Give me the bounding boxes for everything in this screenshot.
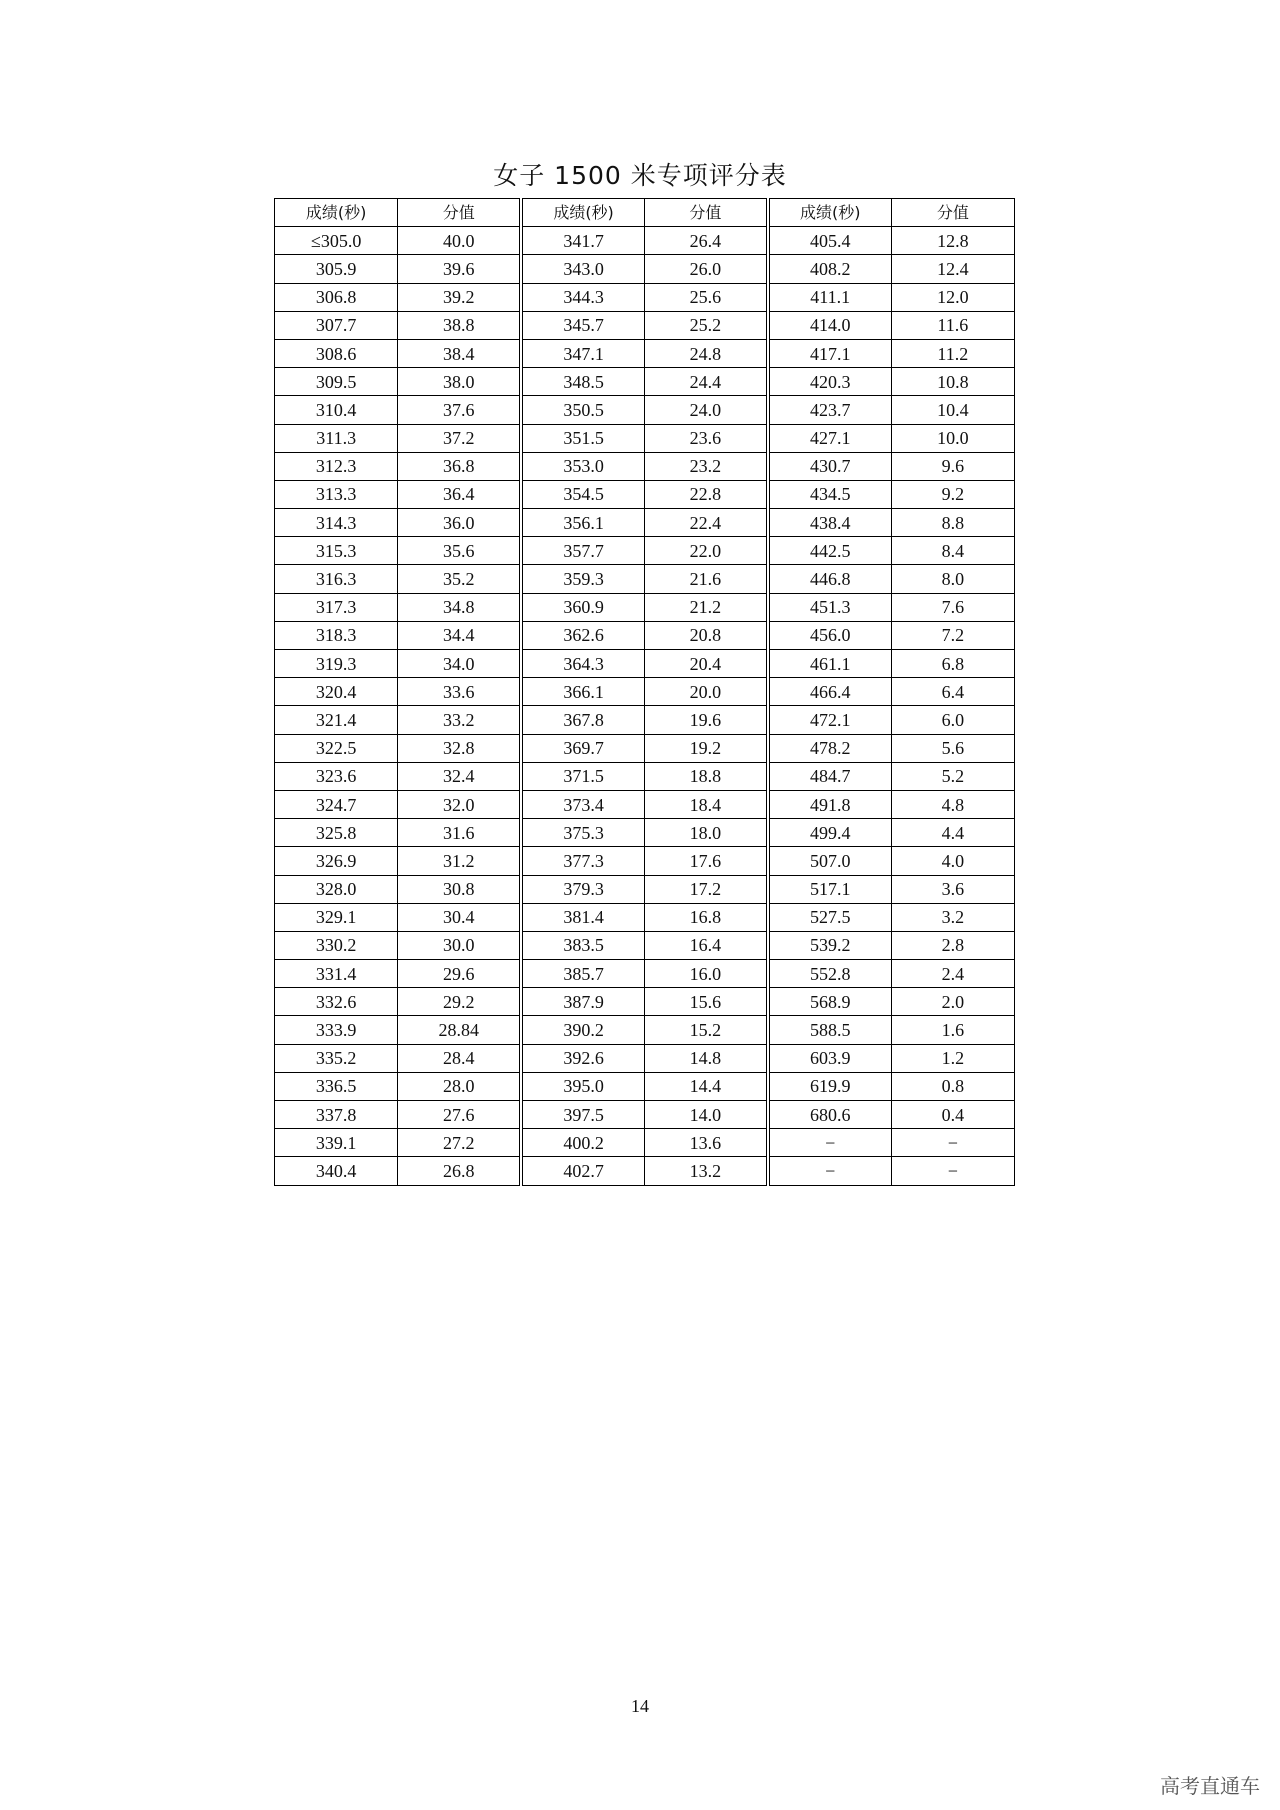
time-cell: 442.5 <box>768 537 891 565</box>
time-cell: 430.7 <box>768 452 891 480</box>
time-cell: 329.1 <box>275 903 398 931</box>
time-cell: − <box>768 1157 891 1185</box>
table-row <box>275 931 1015 959</box>
score-cell: 6.0 <box>891 706 1014 734</box>
time-cell: 568.9 <box>768 988 891 1016</box>
table-row <box>275 1129 1015 1157</box>
score-cell: 18.4 <box>644 790 767 818</box>
score-cell: 25.6 <box>644 283 767 311</box>
score-cell: 34.8 <box>398 593 521 621</box>
time-cell: 359.3 <box>521 565 644 593</box>
score-cell: 5.6 <box>891 734 1014 762</box>
time-cell: 350.5 <box>521 396 644 424</box>
time-cell: 326.9 <box>275 847 398 875</box>
time-cell: 420.3 <box>768 368 891 396</box>
time-cell: 320.4 <box>275 678 398 706</box>
time-cell: 345.7 <box>521 311 644 339</box>
score-cell: 38.8 <box>398 311 521 339</box>
score-cell: 39.2 <box>398 283 521 311</box>
score-cell: 22.0 <box>644 537 767 565</box>
score-cell: 11.6 <box>891 311 1014 339</box>
time-cell: 539.2 <box>768 931 891 959</box>
score-cell: 9.6 <box>891 452 1014 480</box>
score-cell: 16.8 <box>644 903 767 931</box>
score-cell: 10.0 <box>891 424 1014 452</box>
score-cell: 25.2 <box>644 311 767 339</box>
score-cell: 27.2 <box>398 1129 521 1157</box>
score-cell: 35.2 <box>398 565 521 593</box>
time-cell: 309.5 <box>275 368 398 396</box>
time-cell: 341.7 <box>521 227 644 255</box>
score-cell: 17.2 <box>644 875 767 903</box>
table-row <box>275 227 1015 255</box>
time-cell: 340.4 <box>275 1157 398 1185</box>
table-row <box>275 1101 1015 1129</box>
table-row <box>275 480 1015 508</box>
score-cell: 7.2 <box>891 621 1014 649</box>
time-cell: 375.3 <box>521 819 644 847</box>
table-row <box>275 678 1015 706</box>
time-cell: 390.2 <box>521 1016 644 1044</box>
score-cell: 37.6 <box>398 396 521 424</box>
score-cell: 0.8 <box>891 1072 1014 1100</box>
time-cell: 446.8 <box>768 565 891 593</box>
time-cell: 427.1 <box>768 424 891 452</box>
time-cell: 499.4 <box>768 819 891 847</box>
score-cell: 20.8 <box>644 621 767 649</box>
time-cell: 379.3 <box>521 875 644 903</box>
time-cell: 371.5 <box>521 762 644 790</box>
score-cell: 12.0 <box>891 283 1014 311</box>
time-cell: 351.5 <box>521 424 644 452</box>
table-row <box>275 819 1015 847</box>
score-cell: 19.6 <box>644 706 767 734</box>
table-row <box>275 762 1015 790</box>
time-cell: 335.2 <box>275 1044 398 1072</box>
score-cell: 26.4 <box>644 227 767 255</box>
score-cell: 35.6 <box>398 537 521 565</box>
score-cell: 32.4 <box>398 762 521 790</box>
score-cell: 7.6 <box>891 593 1014 621</box>
score-cell: 13.6 <box>644 1129 767 1157</box>
time-cell: 397.5 <box>521 1101 644 1129</box>
table-row <box>275 396 1015 424</box>
score-cell: 10.8 <box>891 368 1014 396</box>
time-cell: 466.4 <box>768 678 891 706</box>
table-row <box>275 452 1015 480</box>
score-cell: 3.2 <box>891 903 1014 931</box>
score-cell: 24.8 <box>644 339 767 367</box>
score-cell: 4.0 <box>891 847 1014 875</box>
time-cell: 517.1 <box>768 875 891 903</box>
score-cell: 26.8 <box>398 1157 521 1185</box>
time-cell: 330.2 <box>275 931 398 959</box>
score-cell: 6.4 <box>891 678 1014 706</box>
time-cell: 328.0 <box>275 875 398 903</box>
score-cell: 19.2 <box>644 734 767 762</box>
table-row <box>275 903 1015 931</box>
time-cell: 323.6 <box>275 762 398 790</box>
time-cell: 310.4 <box>275 396 398 424</box>
score-cell: 3.6 <box>891 875 1014 903</box>
table-row <box>275 621 1015 649</box>
score-cell: 23.2 <box>644 452 767 480</box>
table-row <box>275 255 1015 283</box>
time-cell: 395.0 <box>521 1072 644 1100</box>
score-cell: 32.0 <box>398 790 521 818</box>
score-cell: 30.4 <box>398 903 521 931</box>
score-cell: 6.8 <box>891 650 1014 678</box>
time-cell: 484.7 <box>768 762 891 790</box>
watermark-logo-text: 高考直通车 <box>1160 1774 1260 1798</box>
time-cell: 356.1 <box>521 509 644 537</box>
table-row <box>275 988 1015 1016</box>
time-cell: 317.3 <box>275 593 398 621</box>
score-cell: 22.4 <box>644 509 767 537</box>
time-cell: 315.3 <box>275 537 398 565</box>
score-cell: 5.2 <box>891 762 1014 790</box>
score-cell: 40.0 <box>398 227 521 255</box>
table-row <box>275 1157 1015 1185</box>
score-cell: 2.8 <box>891 931 1014 959</box>
page-number: 14 <box>631 1696 649 1716</box>
score-cell: 37.2 <box>398 424 521 452</box>
table-row <box>275 424 1015 452</box>
time-cell: 339.1 <box>275 1129 398 1157</box>
time-cell: 383.5 <box>521 931 644 959</box>
table-row <box>275 706 1015 734</box>
time-cell: 332.6 <box>275 988 398 1016</box>
time-cell: 411.1 <box>768 283 891 311</box>
time-cell: − <box>768 1129 891 1157</box>
score-cell: 17.6 <box>644 847 767 875</box>
score-cell: 28.4 <box>398 1044 521 1072</box>
time-cell: 306.8 <box>275 283 398 311</box>
time-cell: 353.0 <box>521 452 644 480</box>
score-cell: 11.2 <box>891 339 1014 367</box>
score-cell: 34.0 <box>398 650 521 678</box>
score-cell: 15.6 <box>644 988 767 1016</box>
table-row <box>275 790 1015 818</box>
time-cell: 331.4 <box>275 960 398 988</box>
score-cell: 36.4 <box>398 480 521 508</box>
table-row <box>275 283 1015 311</box>
time-cell: 367.8 <box>521 706 644 734</box>
score-cell: 26.0 <box>644 255 767 283</box>
time-cell: 347.1 <box>521 339 644 367</box>
table-row <box>275 368 1015 396</box>
table-row <box>275 339 1015 367</box>
time-cell: 588.5 <box>768 1016 891 1044</box>
score-cell: 8.4 <box>891 537 1014 565</box>
table-header-row <box>275 199 1015 227</box>
score-cell: 29.6 <box>398 960 521 988</box>
time-cell: 369.7 <box>521 734 644 762</box>
time-cell: 308.6 <box>275 339 398 367</box>
time-cell: 438.4 <box>768 509 891 537</box>
time-cell: 402.7 <box>521 1157 644 1185</box>
score-cell: 29.2 <box>398 988 521 1016</box>
score-cell: 0.4 <box>891 1101 1014 1129</box>
score-cell: 31.6 <box>398 819 521 847</box>
time-cell: 527.5 <box>768 903 891 931</box>
score-cell: 21.6 <box>644 565 767 593</box>
time-cell: 362.6 <box>521 621 644 649</box>
column-header-time: 成绩(秒) <box>275 199 398 227</box>
table-row <box>275 1044 1015 1072</box>
score-cell: 14.8 <box>644 1044 767 1072</box>
time-cell: 364.3 <box>521 650 644 678</box>
column-header-score: 分值 <box>398 199 521 227</box>
score-cell: 2.4 <box>891 960 1014 988</box>
score-cell: 20.4 <box>644 650 767 678</box>
time-cell: 387.9 <box>521 988 644 1016</box>
score-cell: 2.0 <box>891 988 1014 1016</box>
time-cell: 478.2 <box>768 734 891 762</box>
time-cell: 400.2 <box>521 1129 644 1157</box>
table-row <box>275 593 1015 621</box>
table-row <box>275 1016 1015 1044</box>
score-cell: 14.4 <box>644 1072 767 1100</box>
time-cell: 414.0 <box>768 311 891 339</box>
score-cell: 8.0 <box>891 565 1014 593</box>
score-cell: 36.0 <box>398 509 521 537</box>
time-cell: 377.3 <box>521 847 644 875</box>
column-header-score: 分值 <box>891 199 1014 227</box>
score-cell: 13.2 <box>644 1157 767 1185</box>
time-cell: ≤305.0 <box>275 227 398 255</box>
score-cell: 33.2 <box>398 706 521 734</box>
score-cell: 12.4 <box>891 255 1014 283</box>
score-cell: − <box>891 1157 1014 1185</box>
score-cell: 32.8 <box>398 734 521 762</box>
time-cell: 491.8 <box>768 790 891 818</box>
time-cell: 319.3 <box>275 650 398 678</box>
score-cell: 27.6 <box>398 1101 521 1129</box>
score-cell: 1.2 <box>891 1044 1014 1072</box>
time-cell: 325.8 <box>275 819 398 847</box>
score-cell: 16.4 <box>644 931 767 959</box>
score-cell: 24.0 <box>644 396 767 424</box>
score-cell: 22.8 <box>644 480 767 508</box>
score-cell: 14.0 <box>644 1101 767 1129</box>
time-cell: 360.9 <box>521 593 644 621</box>
table-row <box>275 509 1015 537</box>
time-cell: 408.2 <box>768 255 891 283</box>
table-row <box>275 875 1015 903</box>
time-cell: 392.6 <box>521 1044 644 1072</box>
score-cell: 15.2 <box>644 1016 767 1044</box>
time-cell: 405.4 <box>768 227 891 255</box>
time-cell: 336.5 <box>275 1072 398 1100</box>
score-table-body <box>275 227 1015 1185</box>
score-cell: 24.4 <box>644 368 767 396</box>
time-cell: 318.3 <box>275 621 398 649</box>
time-cell: 552.8 <box>768 960 891 988</box>
table-title: 女子 1500 米专项评分表 <box>493 161 787 190</box>
score-cell: 28.0 <box>398 1072 521 1100</box>
score-cell: 1.6 <box>891 1016 1014 1044</box>
time-cell: 357.7 <box>521 537 644 565</box>
time-cell: 366.1 <box>521 678 644 706</box>
time-cell: 456.0 <box>768 621 891 649</box>
time-cell: 333.9 <box>275 1016 398 1044</box>
score-cell: 30.8 <box>398 875 521 903</box>
table-row <box>275 537 1015 565</box>
time-cell: 322.5 <box>275 734 398 762</box>
time-cell: 312.3 <box>275 452 398 480</box>
time-cell: 434.5 <box>768 480 891 508</box>
table-row <box>275 847 1015 875</box>
time-cell: 373.4 <box>521 790 644 818</box>
score-cell: 20.0 <box>644 678 767 706</box>
score-cell: − <box>891 1129 1014 1157</box>
score-cell: 12.8 <box>891 227 1014 255</box>
score-cell: 38.0 <box>398 368 521 396</box>
score-cell: 23.6 <box>644 424 767 452</box>
time-cell: 314.3 <box>275 509 398 537</box>
table-row <box>275 650 1015 678</box>
time-cell: 354.5 <box>521 480 644 508</box>
score-cell: 31.2 <box>398 847 521 875</box>
table-row <box>275 1072 1015 1100</box>
column-header-score: 分值 <box>644 199 767 227</box>
score-cell: 18.8 <box>644 762 767 790</box>
time-cell: 305.9 <box>275 255 398 283</box>
score-table <box>274 198 1015 1186</box>
table-row <box>275 565 1015 593</box>
time-cell: 307.7 <box>275 311 398 339</box>
score-cell: 34.4 <box>398 621 521 649</box>
time-cell: 507.0 <box>768 847 891 875</box>
time-cell: 313.3 <box>275 480 398 508</box>
time-cell: 423.7 <box>768 396 891 424</box>
time-cell: 324.7 <box>275 790 398 818</box>
time-cell: 381.4 <box>521 903 644 931</box>
time-cell: 337.8 <box>275 1101 398 1129</box>
time-cell: 619.9 <box>768 1072 891 1100</box>
table-row <box>275 734 1015 762</box>
time-cell: 603.9 <box>768 1044 891 1072</box>
time-cell: 461.1 <box>768 650 891 678</box>
score-cell: 18.0 <box>644 819 767 847</box>
time-cell: 417.1 <box>768 339 891 367</box>
score-cell: 4.8 <box>891 790 1014 818</box>
table-row <box>275 311 1015 339</box>
time-cell: 321.4 <box>275 706 398 734</box>
time-cell: 472.1 <box>768 706 891 734</box>
time-cell: 316.3 <box>275 565 398 593</box>
table-row <box>275 960 1015 988</box>
score-cell: 21.2 <box>644 593 767 621</box>
time-cell: 344.3 <box>521 283 644 311</box>
time-cell: 311.3 <box>275 424 398 452</box>
score-cell: 38.4 <box>398 339 521 367</box>
score-cell: 36.8 <box>398 452 521 480</box>
score-cell: 30.0 <box>398 931 521 959</box>
score-cell: 9.2 <box>891 480 1014 508</box>
time-cell: 451.3 <box>768 593 891 621</box>
score-cell: 8.8 <box>891 509 1014 537</box>
score-cell: 4.4 <box>891 819 1014 847</box>
time-cell: 680.6 <box>768 1101 891 1129</box>
time-cell: 343.0 <box>521 255 644 283</box>
time-cell: 385.7 <box>521 960 644 988</box>
column-header-time: 成绩(秒) <box>521 199 644 227</box>
score-cell: 10.4 <box>891 396 1014 424</box>
column-header-time: 成绩(秒) <box>768 199 891 227</box>
score-cell: 16.0 <box>644 960 767 988</box>
time-cell: 348.5 <box>521 368 644 396</box>
score-cell: 28.84 <box>398 1016 521 1044</box>
score-cell: 39.6 <box>398 255 521 283</box>
score-cell: 33.6 <box>398 678 521 706</box>
